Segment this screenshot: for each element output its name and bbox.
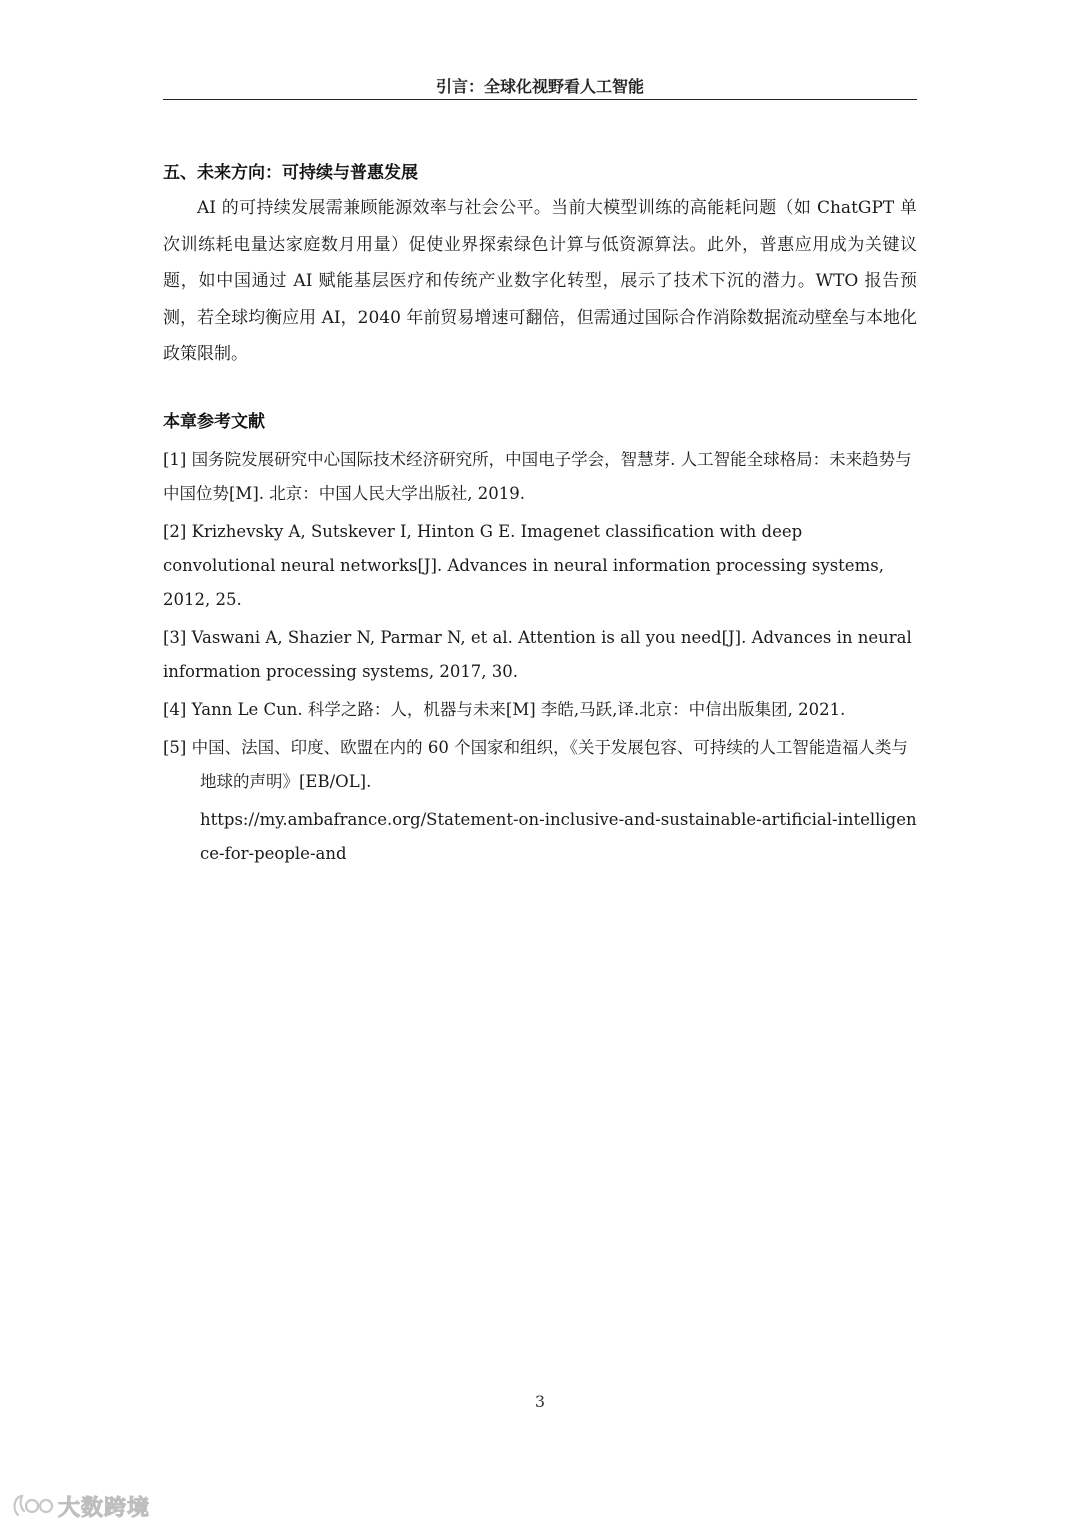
page-number: 3 [534,1392,546,1411]
references-heading: 本章参考文献 [163,411,265,432]
references-list [163,443,917,871]
reference-url[interactable]: https://my.ambafrance.org/Statement-on-inclusive-and-sustainable-artificial-intelligence-for-people-and [200,809,917,863]
running-header: 引言：全球化视野看人工智能 [435,77,644,96]
reference-item-3: [3] Vaswani A, Shazier N, Parmar N, et al. Attention is all you need[J]. Advances in neural information processing systems, 2017, 30. [163,627,912,681]
page-content [163,158,917,871]
reference-item-1: [1] 国务院发展研究中心国际技术经济研究所，中国电子学会，智慧芽. 人工智能全球格局：未来趋势与中国位势[M]. 北京：中国人民大学出版社, 2019. [163,449,912,503]
reference-item-2: [2] Krizhevsky A, Sutskever I, Hinton G E. Imagenet classification with deep convolutional neural networks[J]. Advances in neural information processing systems, 2012, 25. [163,521,884,609]
watermark-text: 大数跨境 [58,1495,151,1521]
body-paragraph: AI 的可持续发展需兼顾能源效率与社会公平。当前大模型训练的高能耗问题（如 ChatGPT 单次训练耗电量达家庭数月用量）促使业界探索绿色计算与低资源算法。此外，普惠应用成为关键议题，如中国通过 AI 赋能基层医疗和传统产业数字化转型，展示了技术下沉的潜力。WTO 报告预测，若全球均衡应用 AI，2040 年前贸易增速可翻倍，但需通过国际合作消除数据流动壁垒与本地化政策限制。 [163,198,917,364]
reference-item-4: [4] Yann Le Cun. 科学之路：人，机器与未来[M] 李皓,马跃,译.北京：中信出版集团, 2021. [163,699,846,719]
brand-logo-icon [10,1491,56,1521]
watermark [10,1488,150,1524]
section-heading: 五、未来方向：可持续与普惠发展 [163,163,418,183]
reference-item-5: [5] 中国、法国、印度、欧盟在内的 60 个国家和组织，《关于发展包容、可持续的人工智能造福人类与地球的声明》[EB/OL]. [163,737,908,791]
header-rule [163,99,917,100]
